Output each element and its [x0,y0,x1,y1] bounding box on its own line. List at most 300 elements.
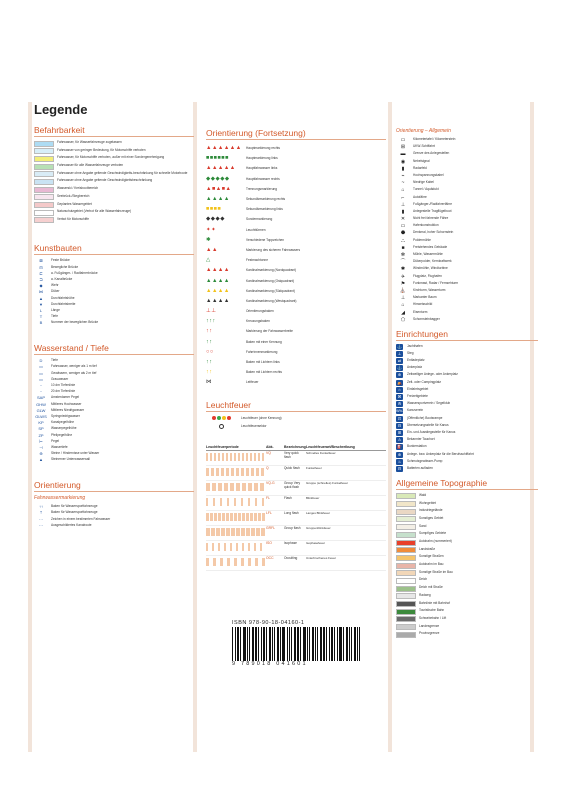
topographie-swatch [396,586,416,592]
barcode-bar [277,627,279,661]
topographie-label: Sonstige Straßen [419,554,444,559]
einrichtungen-label: Batterien aufladen [407,465,433,470]
section-orientierung-fort-heading: Orientierung (Fortsetzung) [206,128,386,140]
einrichtungen-label: Ein- und Ausstiegsstelle für Kanus [407,429,456,434]
orientierung-allg-item [396,159,538,165]
barcode-bar [255,627,257,661]
light-name: Flash [284,495,292,500]
leuchtfeuer-table-row [206,466,386,481]
orientierung-fort-label: Hauptmarkierung links [246,156,278,161]
orientierung-fort-item [206,163,386,173]
einrichtungen-icon: ♨ [397,458,402,464]
kunstbauten-icon: ⊏ [39,270,43,276]
einrichtungen-label: Übersetzungsstelle für Kanus [407,422,449,427]
orientierung-allg-icon: ⌁ [401,172,405,179]
orientierung-allg-item [396,166,538,172]
topographie-swatch [396,532,416,538]
einrichtungen-item [396,423,538,429]
wasserstand-item [34,408,194,413]
section-einrichtungen-heading: Einrichtungen [396,329,538,341]
buoy-icons: ▲■▲■▲ [206,185,232,192]
befahrbarkeit-item [34,186,194,193]
befahrbarkeit-swatch [34,194,54,200]
befahrbarkeit-item [34,155,194,162]
orientierung-allg-label: Hochspannungskabel [413,172,444,177]
orientierung-fort-item [206,194,386,204]
leuchtfeuer-table-row [206,481,386,496]
orientierung-fort-label: Sekundärmarkierung rechts [246,197,286,202]
topographie-label: Landesgrenze [419,623,440,628]
light-name: Group Very quick flash [284,480,301,489]
orientierung-allg-label: Windmühle, Windturbine [413,266,448,271]
einrichtungen-icon: ⚠ [397,437,402,443]
topographie-swatch [396,616,416,622]
orientierung-allg-item [396,295,538,301]
einrichtungen-item [396,380,538,386]
wasserstand-label: Mittleres Hochwasser [51,401,82,406]
light-description: Langes Blinkfeuer [306,510,331,515]
barcode-bar [287,627,288,661]
einrichtungen-icon: ⊥ [397,350,402,356]
barcode-bar [280,627,281,661]
buoy-icons: ▲▲ [206,246,218,253]
kunstbauten-item [34,258,194,263]
befahrbarkeit-item [34,148,194,155]
orientierung-fort-item [206,357,386,367]
topographie-swatch [396,609,416,615]
orientierung-allg-label: Tunnel / Aquädukt [413,187,439,192]
barcode-bar [274,627,275,661]
topographie-item [396,562,538,569]
orientierung-allg-item [396,209,538,215]
orientierung-fort-label: Orientierungsbaken [246,309,274,314]
einrichtungen-label: Kanuverein [407,408,424,413]
befahrbarkeit-item [34,194,194,201]
barcode-bar [331,627,333,661]
befahrbarkeit-item [34,140,194,147]
column-1 [34,102,194,529]
topographie-swatch [396,624,416,630]
wasserstand-label: Steinerner Unterwasserwall [51,457,90,462]
orientierung-fort-label: Baken mit Lichtern rechts [246,370,282,375]
barcode-bar [315,627,316,661]
topographie-swatch [396,593,416,599]
wasserstand-item [34,364,194,369]
orientierung-fort-list [206,143,386,388]
einrichtungen-icon: ✇ [397,401,402,407]
einrichtungen-label: Jachthafen [407,343,423,348]
einrichtungen-label: Anlege- bzw. Ankerplatz für die Berufsschiffahrt [407,451,474,456]
orientierung-icon: ↑↑ [39,504,43,510]
buoy-icons: ◆◆◆◆ [206,216,225,223]
wasserstand-item [34,420,194,425]
buoy-icons: ⊥⊥ [206,308,217,315]
wasserstand-label: 20 dm Tiefenlinie [51,389,76,394]
topographie-swatch [396,501,416,507]
einrichtungen-icon: ⚓ [397,365,402,371]
orientierung-fort-label: Kardinalmarkierung (Nordquadrant) [246,268,297,273]
kunstbauten-item [34,277,194,282]
befahrbarkeit-swatch [34,210,54,216]
wasserstand-icon: GHW [36,401,46,407]
barcode-bar [334,627,335,661]
column-2 [206,122,386,571]
kunstbauten-label: a. Fußgänger- / Radfahrerbrücke [51,270,98,275]
light-name: Group flash [284,525,301,530]
leuchtfeuer-item-1 [206,416,386,421]
orientierung-fort-item [206,337,386,347]
leuchtfeuer-table-row [206,451,386,466]
einrichtungen-icon: ⊕ [397,451,402,457]
topographie-item [396,624,538,631]
topographie-item [396,547,538,554]
orientierung-label: Ausgeschildertes Kanalroute [51,522,92,527]
einrichtungen-label: Bunkerstation [407,444,427,449]
orientierung-allg-icon: ⌐ [401,194,405,201]
einrichtungen-item [396,416,538,422]
kunstbauten-item [34,265,194,270]
topographie-item [396,631,538,638]
topographie-swatch [396,555,416,561]
barcode-bar [272,627,273,661]
befahrbarkeit-swatch [34,156,54,162]
kunstbauten-icon: B [39,320,43,326]
kunstbauten-label: Nummer der beweglichen Brücke [51,320,99,325]
befahrbarkeit-label: Fahrwasser ohne Angabe geltende Geschwindigkeits-beschränkung für schnelle Motorboote [57,170,188,175]
kunstbauten-label: Tiefe [51,314,58,319]
befahrbarkeit-item [34,202,194,209]
light-period-pattern [206,513,266,521]
orientierung-allg-icon: ▭ [400,137,406,143]
light-description: Gruppenblinkfeuer [306,525,331,530]
orientierung-allg-item [396,266,538,272]
wasserstand-icon: ⊕ [39,451,43,457]
buoy-icons: ↑↑ [206,369,213,376]
topographie-label: Wohngebiet [419,500,436,505]
einrichtungen-icon: ⇌ [397,358,402,364]
barcode-bar [300,627,301,661]
light-name: Long flash [284,510,299,515]
topographie-label: Touristische Bahn [419,608,445,613]
topographie-label: Sand [419,523,427,528]
einrichtungen-item [396,444,538,450]
light-description: Isophasefeuer [306,540,326,545]
orientierung-allg-icon: ✈ [400,273,406,280]
orientierung-allg-list [396,137,538,323]
orientierung-subheading: Fahrwassermarkierung [34,495,86,502]
topographie-item [396,493,538,500]
wasserstand-icon: D [39,358,43,364]
wasserstand-icon: ·· [39,383,43,388]
orientierung-allg-icon: ⌂ [401,187,405,194]
orientierung-allg-label: Hinweisschild [413,302,433,307]
wasserstand-label: Kanalpegelhöhe [51,420,75,425]
orientierung-allg-item [396,144,538,150]
orientierung-allg-label: Niedrige Kabel [413,180,434,185]
topographie-item [396,616,538,623]
topographie-swatch [396,547,416,553]
topographie-swatch [396,524,416,530]
einrichtungen-item [396,372,538,378]
wasserstand-item [34,457,194,462]
buoy-icons: ↑↑↑ [206,318,216,325]
orientierung-fort-item [206,377,386,387]
buoy-icons: ⋈ [206,379,212,386]
orientierung-allg-icon: ◉ [400,158,406,165]
wasserstand-icon: KP [38,420,44,426]
einrichtungen-icon: ⌂ [396,387,403,393]
topographie-label: Sonstige Straße im Bau [419,569,453,574]
barcode-bar [357,627,358,661]
wasserstand-label: Grauwasser [51,376,69,381]
befahrbarkeit-label: Fahrwasser ohne Angabe geltende Geschwindigkeitsbeschränkung [57,178,153,183]
light-name: Quick flash [284,465,300,470]
barcode-digits: 9 789018 041601 [232,661,308,667]
orientierung-allg-icon: ▮ [401,208,405,215]
barcode-bar [243,627,246,661]
barcode-bar [249,627,250,661]
orientierung-fort-item [206,255,386,265]
befahrbarkeit-label: Fahrwasser, für Wasserfahrzeuge zugelassen [57,140,122,144]
buoy-icons: ▲▲▲▲ [206,196,230,203]
orientierung-allg-label: Hafenkonstruktion [413,223,439,228]
wasserstand-label: Pegel [51,438,60,443]
kunstbauten-item [34,302,194,307]
orientierung-fort-label: Kreuzungsbaken [246,319,270,324]
orientierung-fort-item [206,214,386,224]
barcode-bar [289,627,290,661]
wasserstand-icon: SP [38,426,44,432]
orientierung-item [34,517,194,522]
topographie-label: Radweg [419,592,431,597]
kunstbauten-icon: ◆ [39,283,43,289]
leuchtfeuer-table-row [206,496,386,511]
befahrbarkeit-item [34,217,194,224]
topographie-swatch [396,540,416,546]
wasserstand-label: Fahrwasser, weniger als 1 m tief [51,364,97,369]
orientierung-allg-item [396,230,538,236]
orientierung-fort-item [206,225,386,235]
orientierung-allg-icon: ⚑ [400,280,406,287]
orientierung-allg-item [396,151,538,157]
wasserstand-label: Amsterdamer Pegel [51,395,80,400]
einrichtungen-label: Zelt- oder Campingplatz [407,379,442,384]
orientierung-fort-label: Trennungsmarkierung [246,186,278,191]
barcode-bar [263,627,266,661]
orientierung-allg-item [396,216,538,222]
einrichtungen-item [396,358,538,364]
section-wasserstand-heading: Wasserstand / Tiefe [34,343,194,355]
orientierung-allg-icon: ⌒ [400,259,406,266]
einrichtungen-icon: WV/ZV [396,408,409,414]
orientierung-allg-icon: ▭ [400,223,406,230]
topographie-swatch [396,578,416,584]
wasserstand-label: Steine / Hindernisse unter Wasser [51,451,100,456]
orientierung-fort-item [206,245,386,255]
einrichtungen-icon: ⛺ [397,379,402,385]
buoy-icons: ▲▲▲▲ [206,287,230,294]
einrichtungen-item [396,394,538,400]
buoy-icons: ▲▲▲▲ [206,297,230,304]
topographie-item [396,524,538,531]
orientierung-allg-item [396,173,538,179]
leuchtfeuer-item-2 [206,424,386,429]
einrichtungen-label: Schmutzgewässer-Pump [407,458,443,463]
section-orientierung-allg-heading: Orientierung – Allgemein [396,128,451,134]
barcode-bar [343,627,344,661]
wasserstand-item [34,402,194,407]
wasserstand-label: 10 dm Tiefenlinie [51,383,76,387]
orientierung-allg-label: Poldermühle [413,237,431,242]
topographie-swatch [396,601,416,607]
kunstbauten-icon: ⊟ [39,264,43,270]
light-description: Gruppe (schnelles) Funkelfeuer [306,480,349,485]
orientierung-allg-item [396,137,538,143]
einrichtungen-icon: ⊞ [397,429,402,435]
light-sector-icon [206,424,238,429]
wasserstand-label: Springniedrigwasser [51,413,80,418]
barcode-bar [266,627,267,661]
einrichtungen-list [396,344,538,472]
barcode-bar [320,627,322,661]
befahrbarkeit-item [34,178,194,185]
orientierung-fort-label: Sondermarkierung [246,217,273,222]
orientierung-allg-label: Dükerpolder, Kernkraftwerk [413,259,452,264]
orientierung-fort-label: Sekundärmarkierung links [246,207,283,212]
orientierung-allg-item [396,238,538,244]
light-abk: VQ [266,450,271,455]
isbn-label: ISBN 978-90-18-04160-1 [232,620,305,626]
orientierung-fort-item [206,286,386,296]
einrichtungen-icon: ⊡ [397,415,402,421]
orientierung-list [34,504,194,528]
kunstbauten-label: Bewegliche Brücke [51,264,79,269]
topographie-label: Provinzgrenze [419,631,440,636]
buoy-icons: ▲▲▲▲▲▲ [206,145,242,152]
light-abk: GRFL [266,525,276,530]
buoy-icons: ↑↑ [206,338,213,345]
befahrbarkeit-swatch [34,164,54,170]
kunstbauten-label: Länge [51,307,60,312]
einrichtungen-icon: ⊟ [397,422,402,428]
orientierung-allg-label: Kilometertafel / Kilometerstein [413,137,456,141]
topographie-label: Industriegelände [419,508,443,513]
einrichtungen-icon: ⊟ [397,465,402,471]
orientierung-allg-label: Mühle, Wassermühle [413,252,443,256]
section-kunstbauten-heading: Kunstbauten [34,243,194,255]
barcode-bar [297,627,299,661]
wasserstand-item [34,389,194,394]
light-description: Schnelles Funkelfeuer [306,450,336,455]
wasserstand-icon: ▭ [39,370,43,376]
light-abk: LFL [266,510,272,515]
orientierung-fort-item [206,326,386,336]
einrichtungen-item [396,466,538,472]
light-abk: FL [266,495,270,500]
befahrbarkeit-label: Fahrwasser für alle Wasserfahrzeuge verboten [57,163,124,168]
barcode-bar [309,627,310,661]
leuchtfeuer-table-row [206,511,386,526]
wasserstand-item [34,395,194,400]
orientierung-fort-item [206,265,386,275]
topographie-swatch [396,632,416,638]
kunstbauten-label: Durchfahrtsbreite [51,301,76,306]
wasserstand-item [34,383,194,388]
kunstbauten-item [34,320,194,325]
orientierung-fort-item [206,143,386,153]
light-name: Isophase [284,540,297,545]
orientierung-item [34,504,194,509]
orientierung-allg-item [396,202,538,208]
kunstbauten-icon: ▲ [39,295,43,301]
orientierung-item [34,510,194,515]
wasserstand-item [34,426,194,431]
buoy-icons: ↑↑ [206,359,213,366]
topographie-label: Wald [419,492,427,497]
leuchtfeuer-item-2-label: Leuchtfeuersektor [241,423,267,428]
kunstbauten-label: a. Kanalbrücke [51,276,73,281]
orientierung-allg-icon: ⬠ [400,316,406,323]
topographie-swatch [396,570,416,576]
topographie-label: Bahnlinie mit Bahnhof [419,600,451,605]
barcode-bar [346,627,348,661]
einrichtungen-item [396,351,538,357]
befahrbarkeit-label: Naturschutzgebiet (Verbot für alle Wasserfahrzeuge) [57,209,132,214]
orientierung-allg-icon: ⌂ [401,302,405,309]
einrichtungen-item [396,387,538,393]
orientierung-allg-icon: ⊥ [400,201,406,208]
einrichtungen-label: Einfahrtsgebiet [407,386,429,391]
kunstbauten-label: Durchfahrtshöhe [51,295,75,300]
orientierung-allg-icon: ■ [401,244,405,251]
barcode-bar [339,627,342,661]
barcode-bar [359,627,360,661]
orientierung-fort-label: Hauptfahrwasser rechts [246,176,280,181]
befahrbarkeit-label: Seebrück-/Stegbereich [57,193,90,198]
wasserstand-item [34,414,194,419]
leuchtfeuer-table-row [206,541,386,556]
orientierung-allg-item [396,180,538,186]
befahrbarkeit-swatch [34,217,54,223]
barcode-bar [291,627,292,661]
orientierung-fort-label: Fahrrinnenmarkierung [246,349,278,354]
orientierung-allg-item [396,195,538,201]
topographie-label: Sonstiges Gebiet [419,515,444,520]
light-period-pattern [206,498,266,506]
orientierung-allg-item [396,302,538,308]
wasserstand-icon: ZP [38,432,44,438]
kunstbauten-item [34,271,194,276]
orientierung-fort-label: Kardinalmarkierung (Ostquadrant) [246,278,295,283]
wasserstand-icon: ⊣ [39,444,43,450]
einrichtungen-item [396,408,538,414]
buoy-icons: △ [206,257,211,264]
kunstbauten-label: Wehr [51,283,59,288]
einrichtungen-label: Bekannter Tauchort [407,437,435,442]
barcode-bar [337,627,338,661]
wasserstand-item [34,358,194,363]
wasserstand-icon: ▲ [39,457,43,463]
barcode-bar [269,627,271,661]
topographie-item [396,601,538,608]
orientierung-allg-item [396,223,538,229]
orientierung-allg-item [396,259,538,265]
orientierung-label: Zeichen in einem bestimmten Fahrwasser [51,516,111,521]
barcode-bar [252,627,254,661]
befahrbarkeit-item [34,209,194,216]
header-abk: Abk. [266,444,274,449]
kunstbauten-item [34,283,194,288]
